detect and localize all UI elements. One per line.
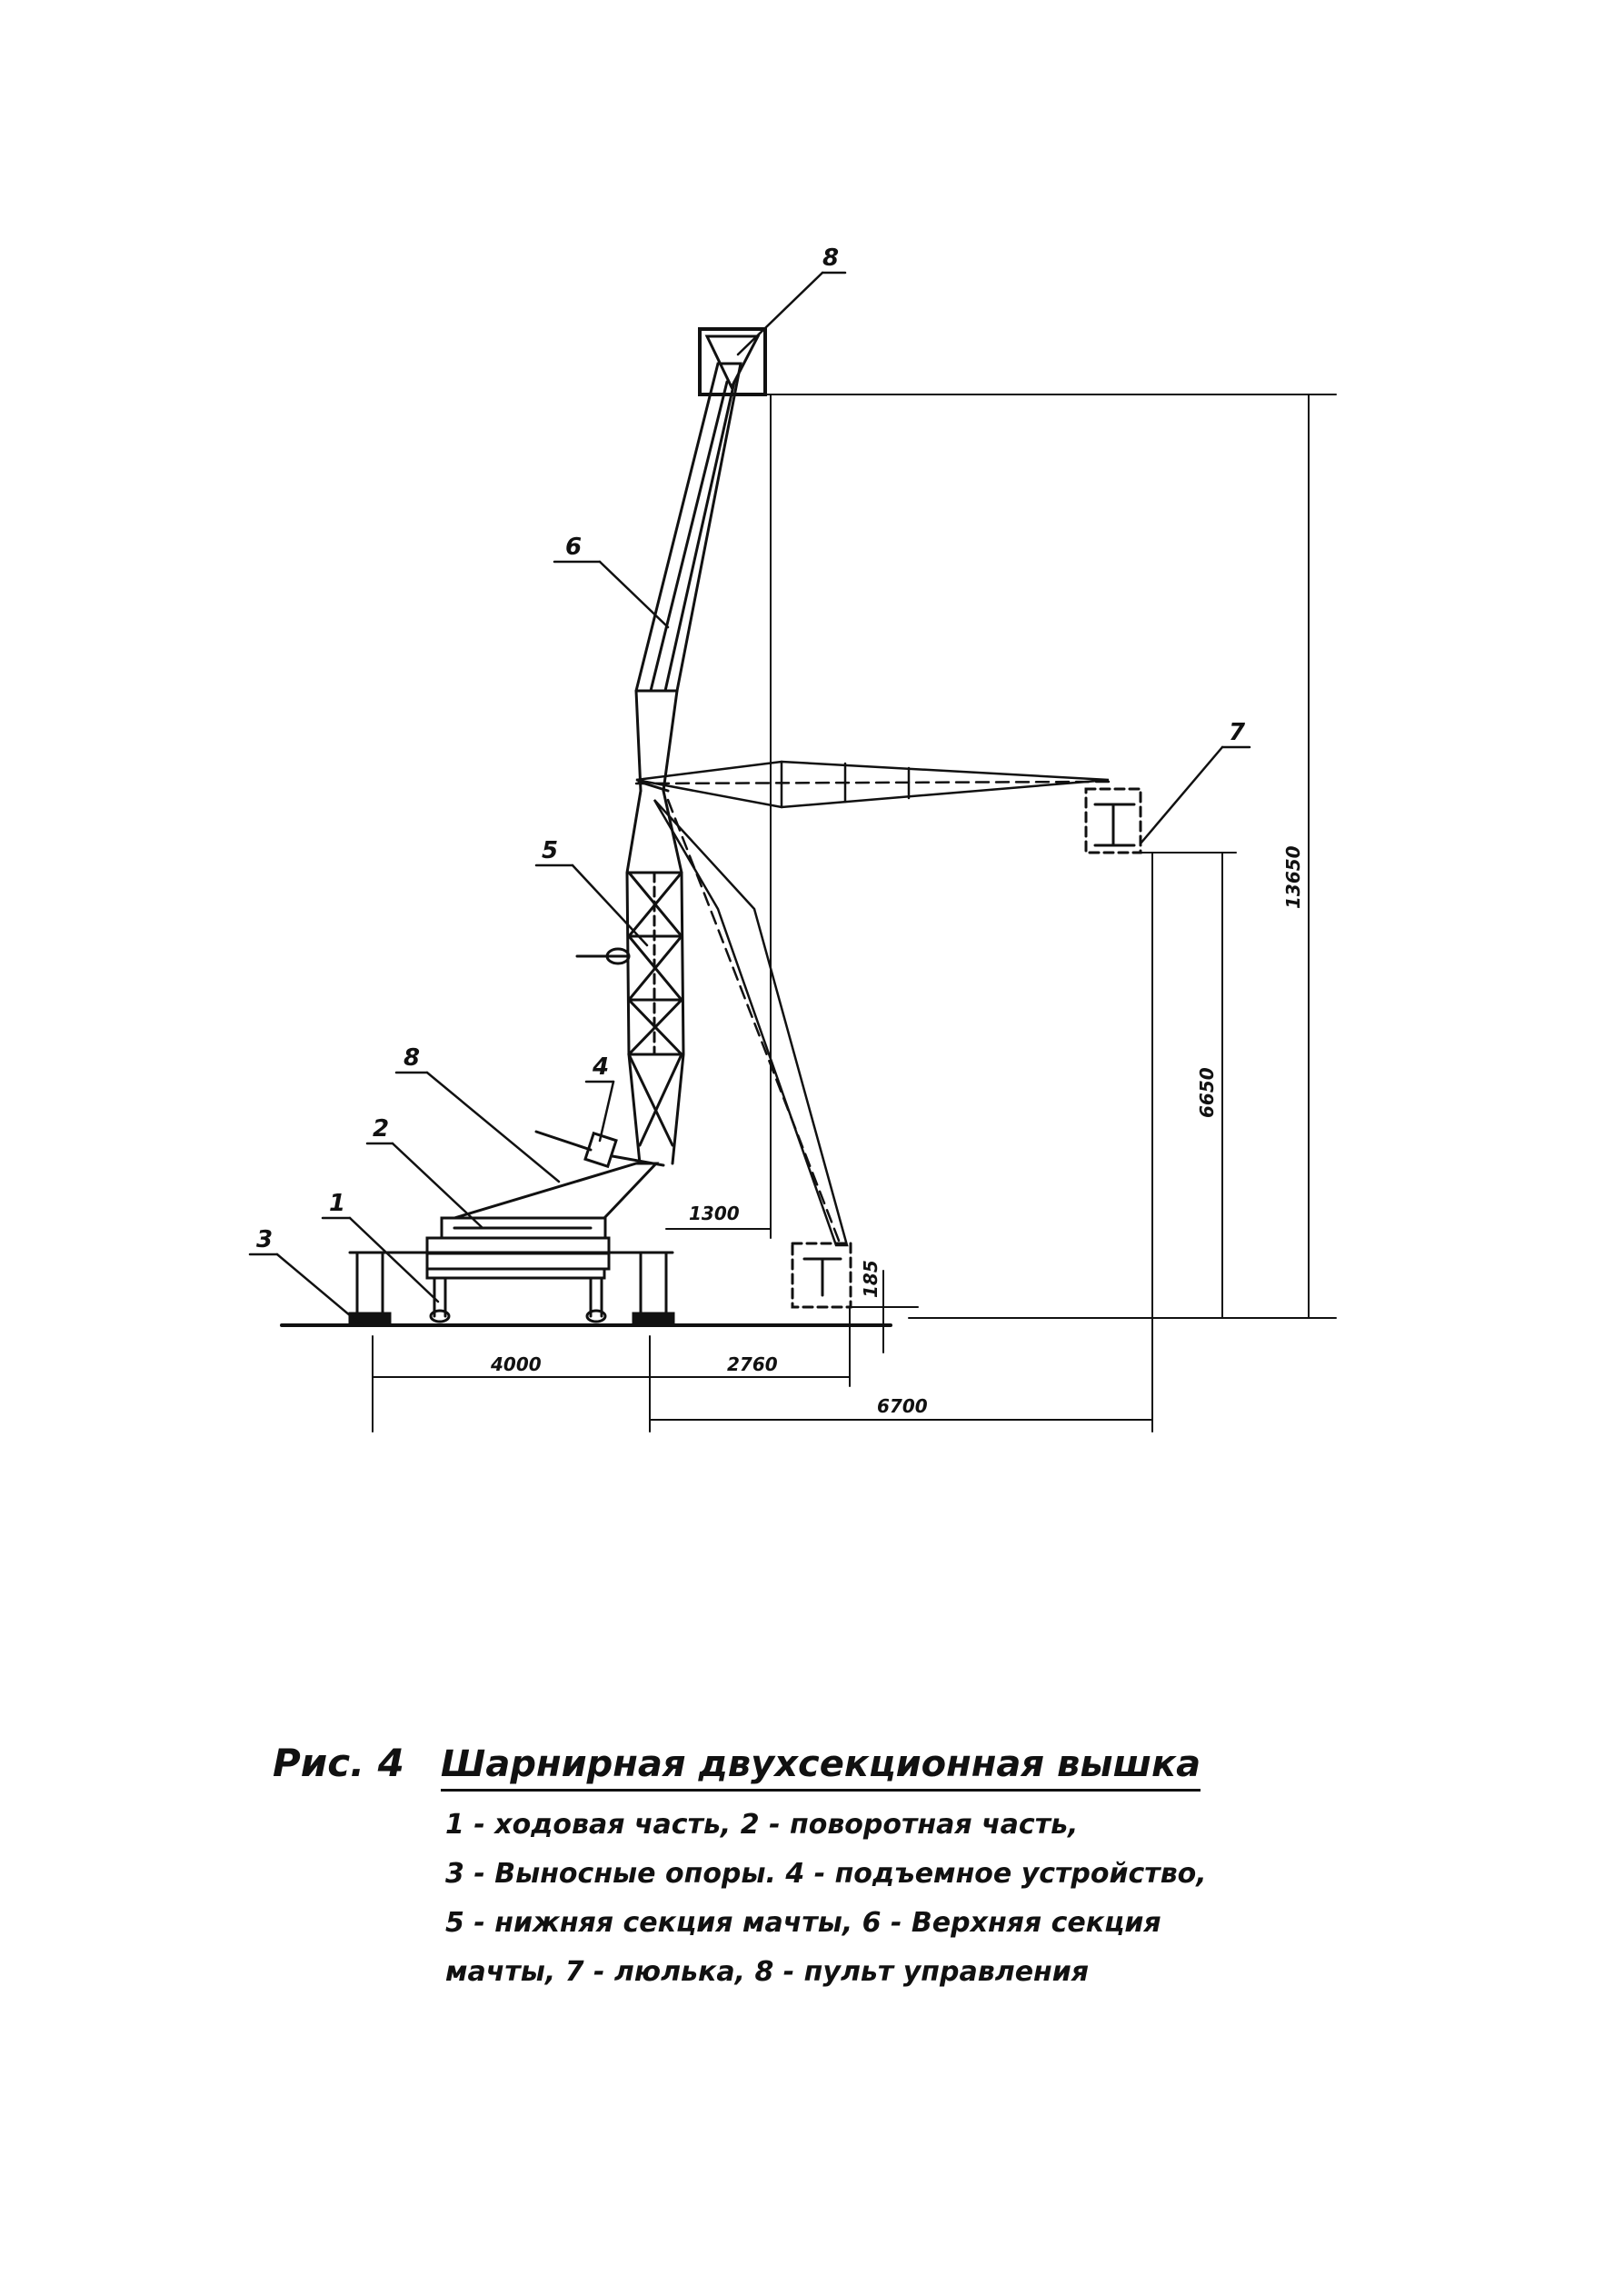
legend-line: мачты, 7 - люлька, 8 - пульт управления [445,1956,1090,1988]
dim-4000: 4000 [491,1353,542,1375]
legend-line: 1 - ходовая часть, 2 - поворотная часть, [445,1809,1079,1841]
label-5: 5 [542,837,559,864]
legend-line: 5 - нижняя секция мачты, 6 - Верхняя секция [445,1907,1161,1939]
label-7: 7 [1229,719,1246,746]
dim-2760: 2760 [727,1353,778,1375]
dimension-lines [373,394,1336,1432]
label-8-top: 8 [822,245,840,272]
control-console [454,1163,656,1218]
figure-legend [445,1801,1363,1997]
running-gear [427,1238,609,1322]
dim-6650: 6650 [1196,1067,1218,1118]
label-6: 6 [565,534,583,561]
folded-position-horizontal [636,762,1109,807]
dim-185: 185 [860,1260,882,1298]
label-4: 4 [593,1053,610,1081]
dim-1300: 1300 [689,1203,740,1224]
turntable [442,1218,605,1238]
label-3: 3 [256,1226,274,1253]
legend-line: 3 - Выносные опоры. 4 - подъемное устройство, [445,1858,1207,1890]
label-1: 1 [329,1190,346,1217]
lower-mast-section [577,791,683,1163]
upper-mast-section [636,364,741,791]
basket-7 [1086,789,1141,853]
figure-caption [273,1741,1363,1997]
dim-13650: 13650 [1282,845,1304,909]
leader-lines [250,273,1250,1325]
label-8-lower: 8 [404,1044,421,1072]
basket-inclined [792,1243,851,1307]
dim-6700: 6700 [877,1395,928,1417]
figure-number: Рис. 4 [273,1741,404,1785]
label-2: 2 [373,1115,390,1143]
figure-title: Шарнирная двухсекционная вышка [441,1743,1201,1792]
